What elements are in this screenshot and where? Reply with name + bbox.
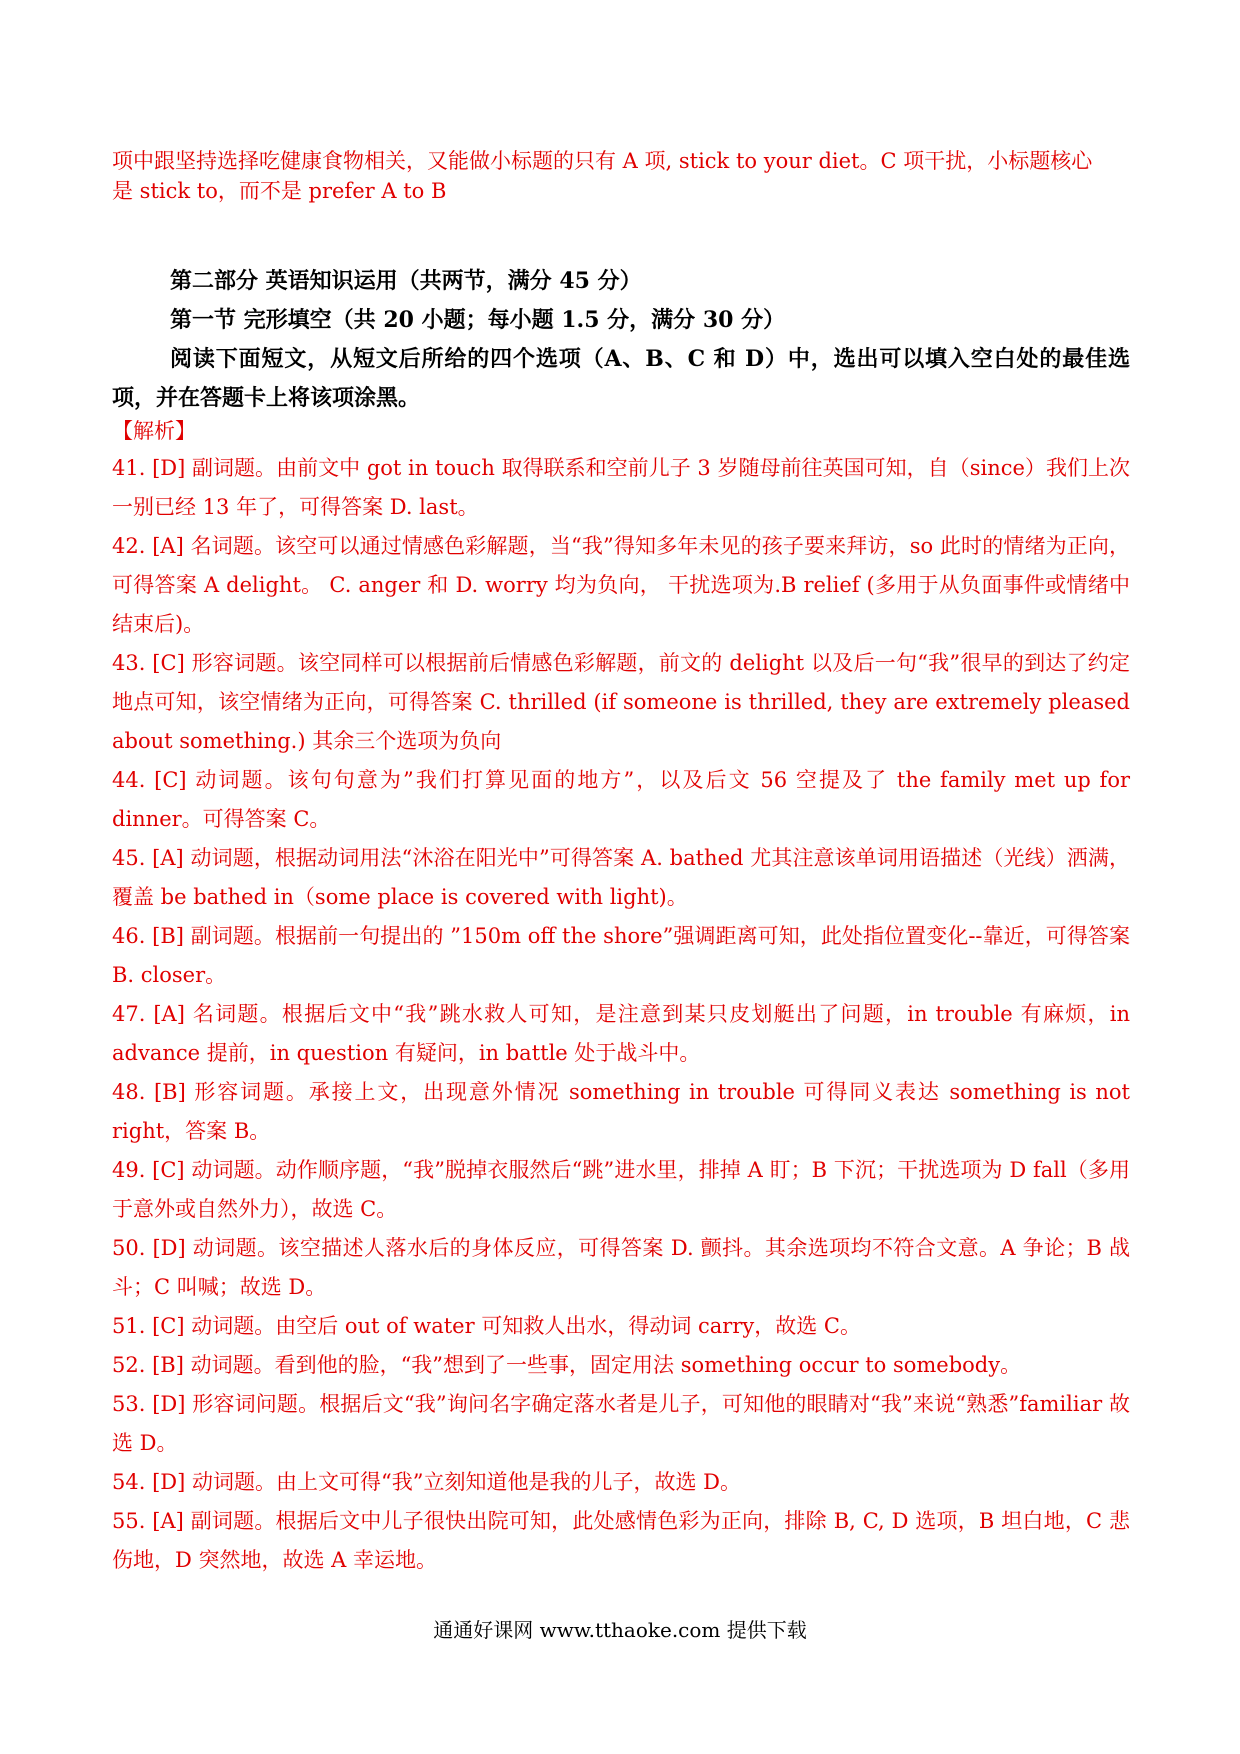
answer-item: 47. [A] 名词题。根据后文中“我”跳水救人可知，是注意到某只皮划艇出了问题，in trouble 有麻烦，in advance 提前，in question 有疑问，in battle 处于战斗中。: [112, 1002, 1130, 1065]
answer-item: 46. [B] 副词题。根据前一句提出的 ”150m off the shore”强调距离可知，此处指位置变化--靠近，可得答案 B. closer。: [112, 924, 1130, 987]
answer-item: 53. [D] 形容词问题。根据后文“我”询问名字确定落水者是儿子，可知他的眼睛对“我”来说“熟悉”familiar 故选 D。: [112, 1392, 1130, 1455]
answer-item: 49. [C] 动词题。动作顺序题，“我”脱掉衣服然后“跳”进水里，排掉 A 盯；B 下沉；干扰选项为 D fall（多用于意外或自然外力），故选 C。: [112, 1158, 1130, 1221]
answer-item: 44. [C] 动词题。该句句意为”我们打算见面的地方”，以及后文 56 空提及了 the family met up for dinner。可得答案 C。: [112, 768, 1130, 831]
answer-item: 41. [D] 副词题。由前文中 got in touch 取得联系和空前儿子 3 岁随母前往英国可知，自（since）我们上次一别已经 13 年了，可得答案 D. last。: [112, 456, 1130, 519]
intro-analysis: [112, 146, 1130, 206]
part-two-heading: 第二部分 英语知识运用（共两节，满分 45 分）: [170, 268, 642, 294]
intro-line-2: 是 stick to，而不是 prefer A to B: [112, 179, 447, 203]
answer-item: 48. [B] 形容词题。承接上文，出现意外情况 something in trouble 可得同义表达 something is not right，答案 B。: [112, 1080, 1130, 1143]
answer-list: [112, 449, 1130, 1580]
analysis-label: 【解析】: [112, 419, 196, 443]
section-one-heading: 第一节 完形填空（共 20 小题；每小题 1.5 分，满分 30 分）: [170, 307, 786, 333]
cloze-instructions: 阅读下面短文，从短文后所给的四个选项（A、B、C 和 D）中，选出可以填入空白处的最佳选项，并在答题卡上将该项涂黑。: [112, 346, 1130, 411]
answer-item: 52. [B] 动词题。看到他的脸，“我”想到了一些事，固定用法 something occur to somebody。: [112, 1353, 1022, 1377]
answer-item: 51. [C] 动词题。由空后 out of water 可知救人出水，得动词 carry，故选 C。: [112, 1314, 861, 1338]
page-footer: 通通好课网 www.tthaoke.com 提供下载: [433, 1618, 807, 1642]
answer-item: 43. [C] 形容词题。该空同样可以根据前后情感色彩解题，前文的 delight 以及后一句“我”很早的到达了约定地点可知，该空情绪为正向，可得答案 C. thrilled (if someone is thrilled, they are extremely pleased about something.) 其余三个选项为负向: [112, 651, 1130, 753]
section-headings: [112, 262, 1130, 418]
answer-item: 42. [A] 名词题。该空可以通过情感色彩解题，当“我”得知多年未见的孩子要来拜访，so 此时的情绪为正向，可得答案 A delight。 C. anger 和 D. worry 均为负向， 干扰选项为.B relief (多用于从负面事件或情绪中结束后)。: [112, 534, 1130, 636]
answer-item: 55. [A] 副词题。根据后文中儿子很快出院可知，此处感情色彩为正向，排除 B, C, D 选项，B 坦白地，C 悲伤地，D 突然地，故选 A 幸运地。: [112, 1509, 1130, 1572]
answer-item: 45. [A] 动词题，根据动词用法“沐浴在阳光中”可得答案 A. bathed 尤其注意该单词用语描述（光线）洒满，覆盖 be bathed in（some place is covered with light)。: [112, 846, 1130, 909]
answer-item: 54. [D] 动词题。由上文可得“我”立刻知道他是我的儿子，故选 D。: [112, 1470, 741, 1494]
intro-line-1: 项中跟坚持选择吃健康食物相关，又能做小标题的只有 A 项, stick to your diet。C 项干扰，小标题核心: [112, 149, 1093, 173]
answer-item: 50. [D] 动词题。该空描述人落水后的身体反应，可得答案 D. 颤抖。其余选项均不符合文意。A 争论；B 战斗；C 叫喊；故选 D。: [112, 1236, 1130, 1299]
